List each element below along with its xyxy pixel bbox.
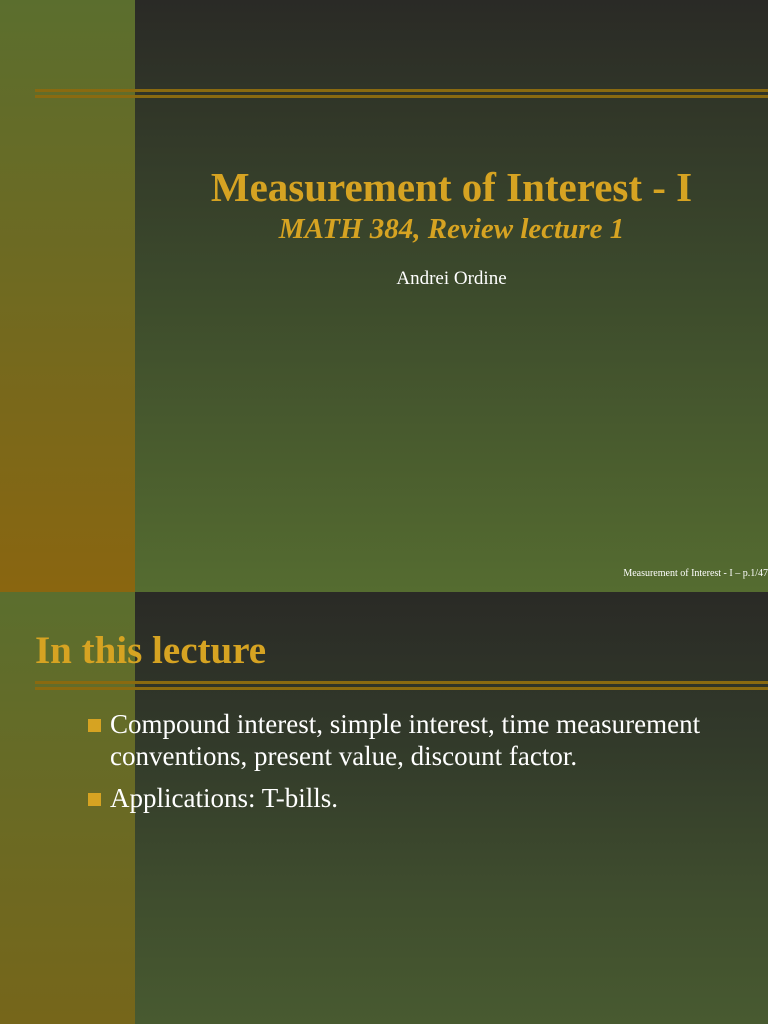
slide-subtitle: MATH 384, Review lecture 1 [278,213,625,245]
bullet-text: Applications: T-bills. [110,783,339,813]
heading-rule-top [35,681,768,684]
content-slide [0,592,768,1024]
square-bullet-icon [88,719,101,732]
square-bullet-icon [88,793,101,806]
list-item [88,708,738,772]
author-name: Andrei Ordine [396,268,507,289]
list-item [88,782,738,814]
slide-heading: In this lecture [35,629,267,672]
header-rule-bottom [35,95,768,98]
title-block [135,163,768,291]
page-footer: Measurement of Interest - I – p.1/47 [623,568,768,579]
bullet-text: Compound interest, simple interest, time measurement conventions, present value, discount factor. [110,709,701,771]
header-rule-top [35,89,768,92]
bullet-list [88,708,738,824]
slide-title: Measurement of Interest - I [210,164,693,210]
heading-rule-bottom [35,687,768,690]
